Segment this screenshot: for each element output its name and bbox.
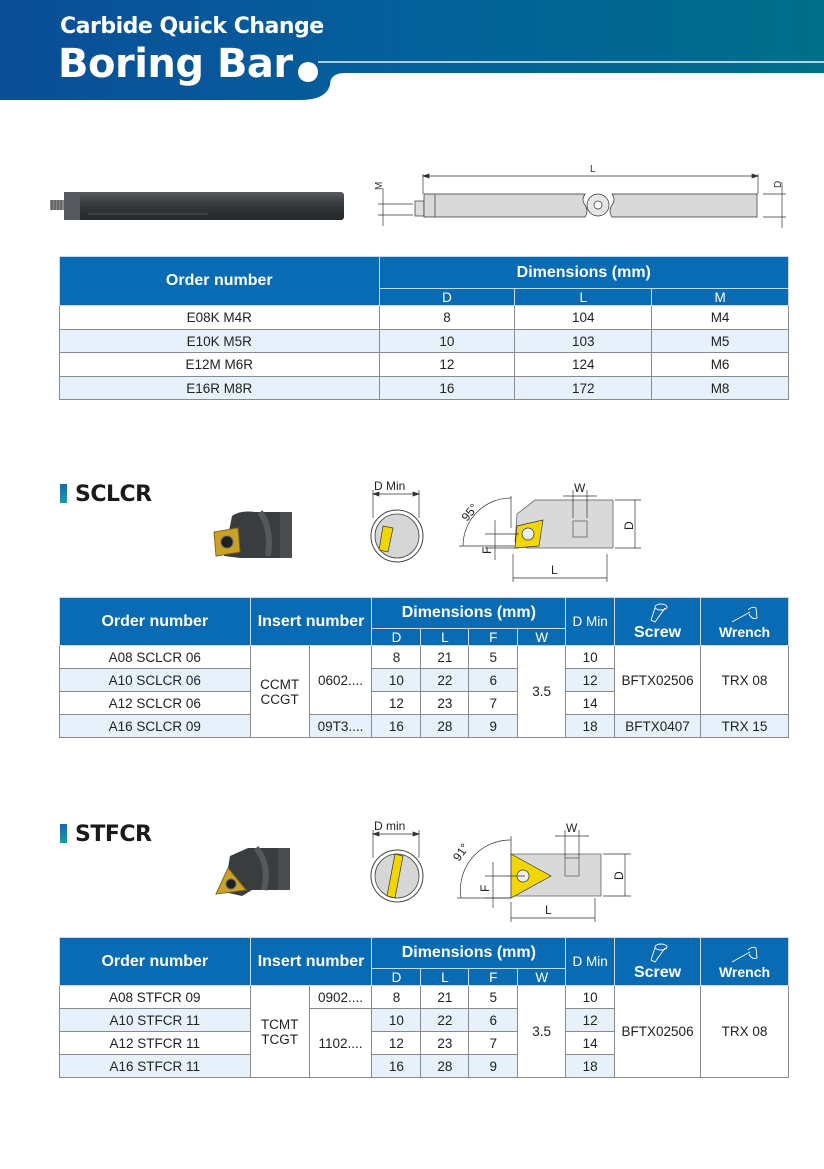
cell-order: A12 STFCR 11 <box>60 1032 251 1055</box>
cell-D: 12 <box>379 353 515 377</box>
insert-type: TCGT <box>261 1031 298 1047</box>
F-label: F <box>480 546 494 554</box>
col-header-wrench <box>701 938 789 986</box>
dim-label-M: M <box>374 181 385 190</box>
col-header-D: D <box>372 629 421 646</box>
cell-D: 16 <box>379 377 515 400</box>
screw-icon <box>647 942 669 964</box>
cell-W: 3.5 <box>518 646 566 738</box>
table-row <box>60 377 789 400</box>
col-header-M: M <box>652 289 789 306</box>
col-header-dmin: D Min <box>566 938 615 986</box>
cell-D: 16 <box>372 1055 421 1078</box>
stfcr-tool-photo <box>212 846 294 902</box>
table-row <box>60 306 789 330</box>
cell-L: 28 <box>421 1055 469 1078</box>
sclcr-table <box>59 597 789 738</box>
page-title: Boring Bar <box>58 41 293 87</box>
sclcr-drawing <box>355 478 636 582</box>
cell-wrench: TRX 08 <box>701 986 789 1078</box>
angle-label: 91° <box>449 840 472 864</box>
cell-dmin: 18 <box>566 1055 615 1078</box>
dmin-label: D min <box>374 819 406 833</box>
dim-label-L: L <box>590 164 596 175</box>
W-label: W <box>574 481 586 495</box>
cell-order: E12M M6R <box>60 353 380 377</box>
cell-insert-type <box>250 986 309 1078</box>
boring-bar-table <box>59 256 789 400</box>
col-header-L: L <box>421 969 469 986</box>
cell-insert-size: 0602.... <box>309 646 372 715</box>
D-label: D <box>622 521 636 530</box>
dmin-label: D Min <box>374 479 406 493</box>
section-marker-icon <box>60 824 67 843</box>
cell-D: 16 <box>372 715 421 738</box>
cell-W: 3.5 <box>518 986 566 1078</box>
cell-dmin: 14 <box>566 692 615 715</box>
wrench-label: Wrench <box>718 623 771 640</box>
cell-insert-size: 1102.... <box>309 1009 372 1078</box>
cell-L: 22 <box>421 669 469 692</box>
cell-L: 21 <box>421 646 469 669</box>
cell-D: 12 <box>372 692 421 715</box>
cell-L: 103 <box>515 330 652 353</box>
L-label: L <box>545 903 552 917</box>
D-label: D <box>612 871 626 880</box>
screw-label: Screw <box>633 623 682 641</box>
cell-F: 9 <box>469 1055 518 1078</box>
col-header-screw <box>615 598 701 646</box>
angle-label: 95° <box>458 501 481 524</box>
cell-order: E10K M5R <box>60 330 380 353</box>
cell-insert-size: 09T3.... <box>309 715 372 738</box>
cell-F: 6 <box>469 669 518 692</box>
cell-order: A08 STFCR 09 <box>60 986 251 1009</box>
cell-screw: BFTX02506 <box>615 986 701 1078</box>
cell-order: A10 STFCR 11 <box>60 1009 251 1032</box>
cell-F: 9 <box>469 715 518 738</box>
boring-bar-drawing <box>368 160 798 232</box>
cell-order: A10 SCLCR 06 <box>60 669 251 692</box>
table-row <box>60 353 789 377</box>
cell-D: 12 <box>372 1032 421 1055</box>
cell-dmin: 10 <box>566 646 615 669</box>
cell-screw: BFTX02506 <box>615 646 701 715</box>
cell-D: 8 <box>379 306 515 330</box>
cell-order: A16 SCLCR 09 <box>60 715 251 738</box>
boring-bar-photo <box>48 186 348 226</box>
cell-D: 10 <box>379 330 515 353</box>
W-label: W <box>566 821 578 835</box>
header-subtitle: Carbide Quick Change <box>60 14 324 39</box>
cell-order: E16R M8R <box>60 377 380 400</box>
cell-L: 23 <box>421 1032 469 1055</box>
col-header-D: D <box>379 289 515 306</box>
cell-F: 6 <box>469 1009 518 1032</box>
cell-insert-type <box>250 646 309 738</box>
cell-L: 22 <box>421 1009 469 1032</box>
cell-D: 8 <box>372 986 421 1009</box>
stfcr-table <box>59 937 789 1078</box>
wrench-icon <box>730 944 760 964</box>
col-header-insert-number: Insert number <box>250 938 372 986</box>
sclcr-tool-photo <box>210 508 296 566</box>
cell-wrench: TRX 08 <box>701 646 789 715</box>
col-header-screw <box>615 938 701 986</box>
col-header-dimensions: Dimensions (mm) <box>372 598 566 629</box>
section-name: STFCR <box>75 822 152 847</box>
screw-label: Screw <box>633 963 682 981</box>
wrench-label: Wrench <box>718 963 771 980</box>
cell-F: 7 <box>469 1032 518 1055</box>
table-row <box>60 715 789 738</box>
col-header-F: F <box>469 969 518 986</box>
col-header-dmin: D Min <box>566 598 615 646</box>
cell-L: 21 <box>421 986 469 1009</box>
col-header-wrench <box>701 598 789 646</box>
table-row <box>60 330 789 353</box>
cell-dmin: 12 <box>566 669 615 692</box>
cell-L: 23 <box>421 692 469 715</box>
cell-screw: BFTX0407 <box>615 715 701 738</box>
cell-F: 7 <box>469 692 518 715</box>
cell-wrench: TRX 15 <box>701 715 789 738</box>
cell-dmin: 14 <box>566 1032 615 1055</box>
table-row <box>60 986 789 1009</box>
cell-order: A12 SCLCR 06 <box>60 692 251 715</box>
section-marker-icon <box>60 484 67 503</box>
F-label: F <box>478 884 492 892</box>
table-row <box>60 646 789 669</box>
screw-icon <box>647 602 669 624</box>
dim-label-D: D <box>773 180 784 188</box>
cell-D: 10 <box>372 1009 421 1032</box>
cell-order: A16 STFCR 11 <box>60 1055 251 1078</box>
cell-insert-size: 0902.... <box>309 986 372 1009</box>
cell-L: 124 <box>515 353 652 377</box>
cell-D: 10 <box>372 669 421 692</box>
cell-L: 104 <box>515 306 652 330</box>
header-dot-icon <box>298 62 318 82</box>
cell-L: 172 <box>515 377 652 400</box>
col-header-insert-number: Insert number <box>250 598 372 646</box>
insert-type: CCMT <box>260 676 300 692</box>
col-header-D: D <box>372 969 421 986</box>
cell-M: M5 <box>652 330 789 353</box>
col-header-order-number: Order number <box>60 598 251 646</box>
section-title-stfcr <box>60 822 151 847</box>
col-header-W: W <box>518 629 566 646</box>
cell-M: M4 <box>652 306 789 330</box>
cell-F: 5 <box>469 986 518 1009</box>
col-header-order-number: Order number <box>60 257 380 306</box>
cell-dmin: 12 <box>566 1009 615 1032</box>
stfcr-drawing <box>355 818 635 922</box>
insert-type: TCMT <box>260 1016 299 1032</box>
cell-order: A08 SCLCR 06 <box>60 646 251 669</box>
col-header-W: W <box>518 969 566 986</box>
L-label: L <box>551 563 558 577</box>
section-title-sclcr <box>60 482 152 507</box>
col-header-L: L <box>515 289 652 306</box>
section-name: SCLCR <box>75 482 152 507</box>
cell-dmin: 18 <box>566 715 615 738</box>
col-header-L: L <box>421 629 469 646</box>
wrench-icon <box>730 604 760 624</box>
col-header-order-number: Order number <box>60 938 251 986</box>
cell-M: M8 <box>652 377 789 400</box>
col-header-F: F <box>469 629 518 646</box>
col-header-dimensions: Dimensions (mm) <box>372 938 566 969</box>
cell-D: 8 <box>372 646 421 669</box>
cell-order: E08K M4R <box>60 306 380 330</box>
cell-M: M6 <box>652 353 789 377</box>
insert-type: CCGT <box>260 691 299 707</box>
cell-F: 5 <box>469 646 518 669</box>
col-header-dimensions: Dimensions (mm) <box>379 257 788 289</box>
cell-L: 28 <box>421 715 469 738</box>
cell-dmin: 10 <box>566 986 615 1009</box>
